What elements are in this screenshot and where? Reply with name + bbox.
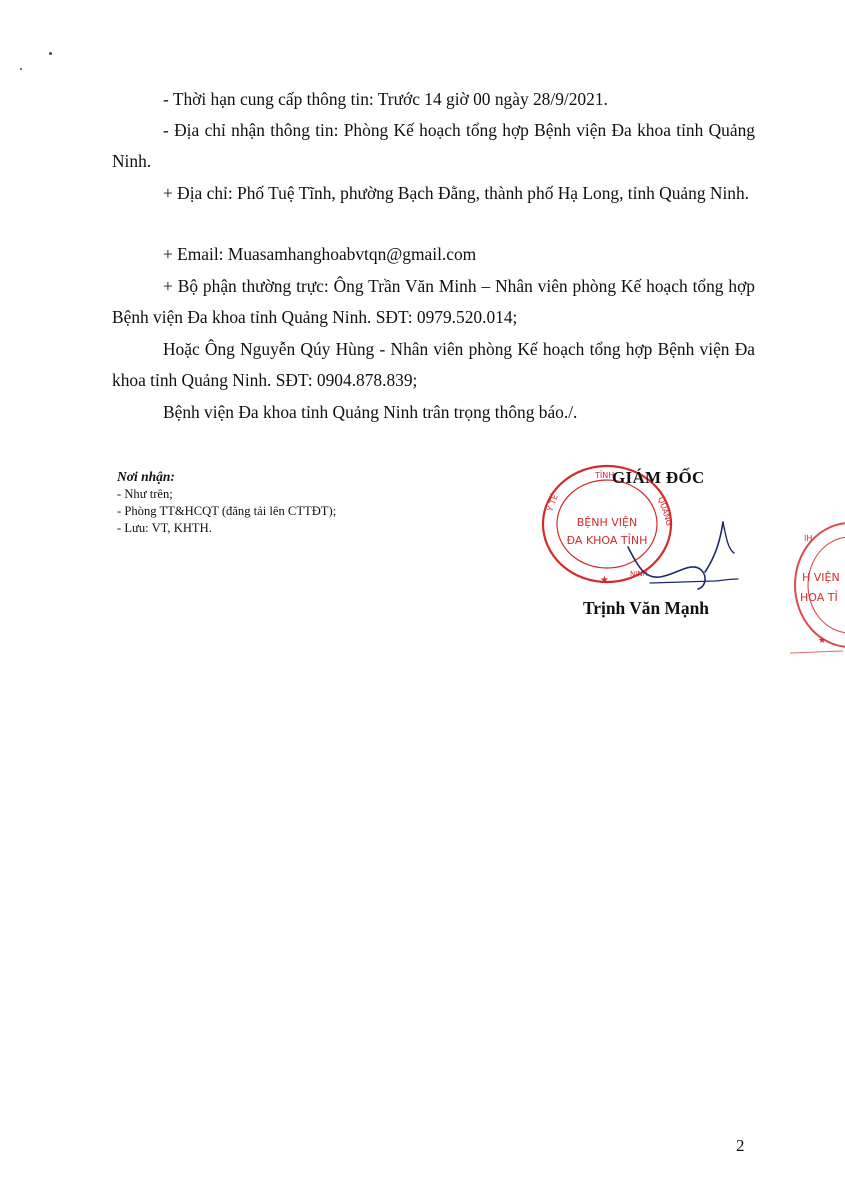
svg-text:IH: IH: [804, 534, 813, 543]
recipients-heading: Nơi nhận:: [117, 469, 175, 484]
paragraph-closing: Bệnh viện Đa khoa tỉnh Quảng Ninh trân trọng thông báo./.: [163, 402, 578, 422]
signature-block: [520, 462, 760, 632]
seal-ring-right: QUẢNG: [656, 495, 674, 527]
recipient-item: - Như trên;: [117, 487, 173, 501]
seal-ring-bottom: NINH: [630, 570, 648, 578]
svg-text:HOA TỈ: HOA TỈ: [800, 591, 838, 604]
handwritten-signature-icon: [620, 517, 770, 597]
svg-text:H VIỆN: H VIỆN: [802, 571, 840, 584]
partial-seal-icon: [788, 515, 845, 665]
svg-text:★: ★: [818, 636, 827, 646]
scan-speck: [20, 68, 22, 70]
seal-line-1: BỆNH VIỆN: [576, 516, 638, 529]
recipient-item: - Lưu: VT, KHTH.: [117, 521, 212, 535]
scan-speck: [49, 52, 52, 55]
paragraph-contact-primary: + Bộ phận thường trực: Ông Trần Văn Minh – Nhân viên phòng Kế hoạch tổng hợp Bệnh viện Đa khoa tỉnh Quảng Ninh. SĐT: 0979.520.014;: [112, 276, 755, 327]
seal-ring-left: Y TẾ: [545, 493, 560, 513]
paragraph-email: + Email: Muasamhanghoabvtqn@gmail.com: [163, 244, 477, 264]
signatory-title: GIÁM ĐỐC: [612, 468, 705, 487]
seal-star-icon: ★: [600, 575, 609, 586]
paragraph-contact-alternate: Hoặc Ông Nguyễn Qúy Hùng - Nhân viên phòng Kế hoạch tổng hợp Bệnh viện Đa khoa tỉnh Quảng Ninh. SĐT: 0904.878.839;: [112, 339, 755, 390]
paragraph-receiving-address: - Địa chỉ nhận thông tin: Phòng Kế hoạch tổng hợp Bệnh viện Đa khoa tỉnh Quảng Ninh.: [112, 120, 755, 171]
recipient-item: - Phòng TT&HCQT (đăng tải lên CTTĐT);: [117, 504, 337, 518]
page-number: 2: [736, 1136, 745, 1155]
paragraph-deadline: - Thời hạn cung cấp thông tin: Trước 14 giờ 00 ngày 28/9/2021.: [163, 89, 608, 109]
signatory-name: Trịnh Văn Mạnh: [583, 598, 709, 618]
seal-line-2: ĐA KHOA TỈNH: [566, 534, 648, 547]
paragraph-street-address: + Địa chỉ: Phố Tuệ Tĩnh, phường Bạch Đằng, thành phố Hạ Long, tỉnh Quảng Ninh.: [163, 183, 750, 203]
recipients-block: [117, 468, 357, 537]
seal-ring-top: TỈNH: [595, 471, 615, 480]
